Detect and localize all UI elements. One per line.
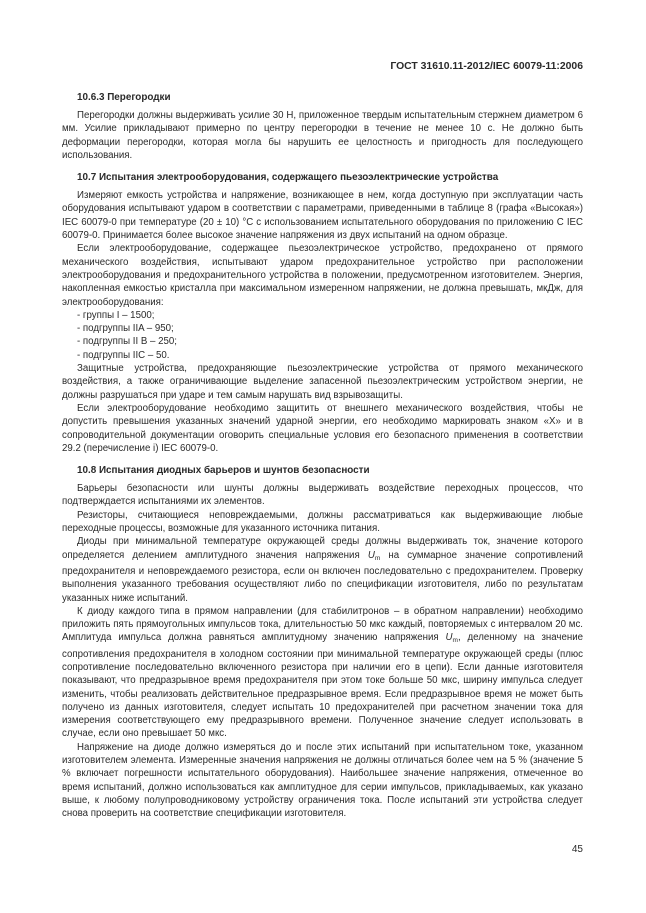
- paragraph: Измеряют емкость устройства и напряжение, возникающее в нем, когда доступную при эксплуатации часть оборудования испытывают ударом в соответствии с параметрами, приведенными в таблице 8 (графа «Высокая») IEC 60079-0 при температуре (20 ± 10) °С с использованием испытательного оборудования по приложению С IEC 60079-0. Принимается более высокое значение напряжения из двух испытаний на одном образце.: [62, 190, 583, 242]
- subscript-m: m: [452, 637, 458, 645]
- symbol-u: U: [445, 632, 453, 644]
- text-run: Диоды при минимальной температуре окружающей среды должны выдерживать ток, значение которого определяется делением амплитудного значения напряжения: [62, 536, 583, 561]
- list-item: - подгруппы IIC – 50.: [77, 349, 170, 361]
- section-10-7: [62, 171, 583, 455]
- section-heading: 10.7 Испытания электрооборудования, содержащего пьезоэлектрические устройства: [77, 172, 499, 184]
- text-run: К диоду каждого типа в прямом направлении (для стабилитронов – в обратном направлении) необходимо приложить пять прямоугольных импульсов тока, длительностью 50 мкс каждый, повторяемых с интервалом 20 мс. Амплитуда импульса должна равняться амплитудному значению напряжения: [62, 605, 583, 644]
- list-item: - группы I – 1500;: [77, 309, 155, 321]
- paragraph: Если электрооборудование, содержащее пьезоэлектрическое устройство, предохранено от прямого механического воздействия, испытывают ударом предохранительное устройство при расположении электрооборудования и предохранительного устройства в положении, предусмотренном изготовителем. Энергия, накопленная емкостью кристалла при максимальном измеренном напряжении, не должна превышать, мкДж, для электрооборудования:: [62, 243, 583, 308]
- subscript-m: m: [374, 554, 381, 562]
- paragraph: [62, 535, 583, 604]
- list-item: - подгруппы IIA – 950;: [77, 323, 174, 335]
- symbol-u: U: [367, 549, 375, 561]
- page-number: 45: [571, 844, 583, 855]
- paragraph: Барьеры безопасности или шунты должны выдерживать воздействие переходных процессов, что подтверждается испытаниями их элементов.: [62, 483, 583, 508]
- section-heading: 10.6.3 Перегородки: [77, 92, 171, 103]
- paragraph: Резисторы, считающиеся неповреждаемыми, должны рассматриваться как выдерживающие любые переходные процессы, возможные для указанного источника питания.: [62, 509, 583, 535]
- document-header: ГОСТ 31610.11-2012/IEC 60079-11:2006: [390, 61, 583, 72]
- text-run: на суммарное значение сопротивлений предохранителя и неповреждаемого резистора, если он включен последовательно с предохранителем. Проверку выполнения указанного требования осуществляют либо по спецификации изготовителя, либо по результатам указанных ниже испытаний.: [62, 549, 583, 604]
- paragraph: Напряжение на диоде должно измеряться до и после этих испытаний при испытательном токе, указанном изготовителем элемента. Измеренные значения напряжения не должны отличаться более чем на 5 % (значение 5 % включает погрешности испытательного оборудования). Наибольшее значение напряжения, отмеченное во время испытаний, должно использоваться как амплитудное для серии импульсов, прикладываемых, как указано выше, к любому полупроводниковому устройству ограничения тока. После испытаний эти устройства следует снова проверить на соответствие спецификации изготовителя.: [62, 741, 583, 820]
- section-10-8: [62, 464, 583, 820]
- list-item: - подгруппы II B – 250;: [77, 336, 177, 348]
- text-run: , деленному на значение сопротивления предохранителя в холодном состоянии при минимальной температуре окружающей среды (плюс сопротивление последовательно включенного резистора при наличии его в цепи). Если данные изготовителя показывают, что предразрывное время предохранителя при этом токе больше 50 мкс, ширину импульса следует изменить, чтобы реализовать действительное предразрывное время. Если предразрывное время не может быть получено из данных изготовителя, следует испытать 10 предохранителей при расчетном значении тока для измерения соответствующего ему предразрывного времени. Полученное значение следует использовать в случае, если оно превышает 50 мкс.: [62, 632, 583, 740]
- paragraph: [62, 605, 583, 741]
- paragraph: Перегородки должны выдерживать усилие 30 Н, приложенное твердым испытательным стержнем диаметром 6 мм. Усилие прикладывают примерно по центру перегородки в течение не менее 10 с. Не должно быть деформации перегородки, которая могла бы нарушить ее целостность и пригодность для последующего использования.: [62, 110, 583, 161]
- section-heading: 10.8 Испытания диодных барьеров и шунтов безопасности: [77, 465, 370, 477]
- paragraph: Если электрооборудование необходимо защитить от внешнего механического воздействия, чтобы не допустить превышения указанных значений ударной энергии, его необходимо маркировать знаком «Х» и в сопроводительной документации оговорить специальные условия его безопасного применения в соответствии 29.2 (перечисление i) IEC 60079-0.: [62, 402, 583, 454]
- section-10-6-3: [62, 91, 583, 162]
- page-content: [62, 91, 583, 830]
- paragraph: Защитные устройства, предохраняющие пьезоэлектрические устройства от прямого механического воздействия, а также ограничивающие выделение запасенной пьезоэлектрическим устройством энергии, не должны разрушаться при ударе и тем самым нарушать вид взрывозащиты.: [62, 363, 583, 401]
